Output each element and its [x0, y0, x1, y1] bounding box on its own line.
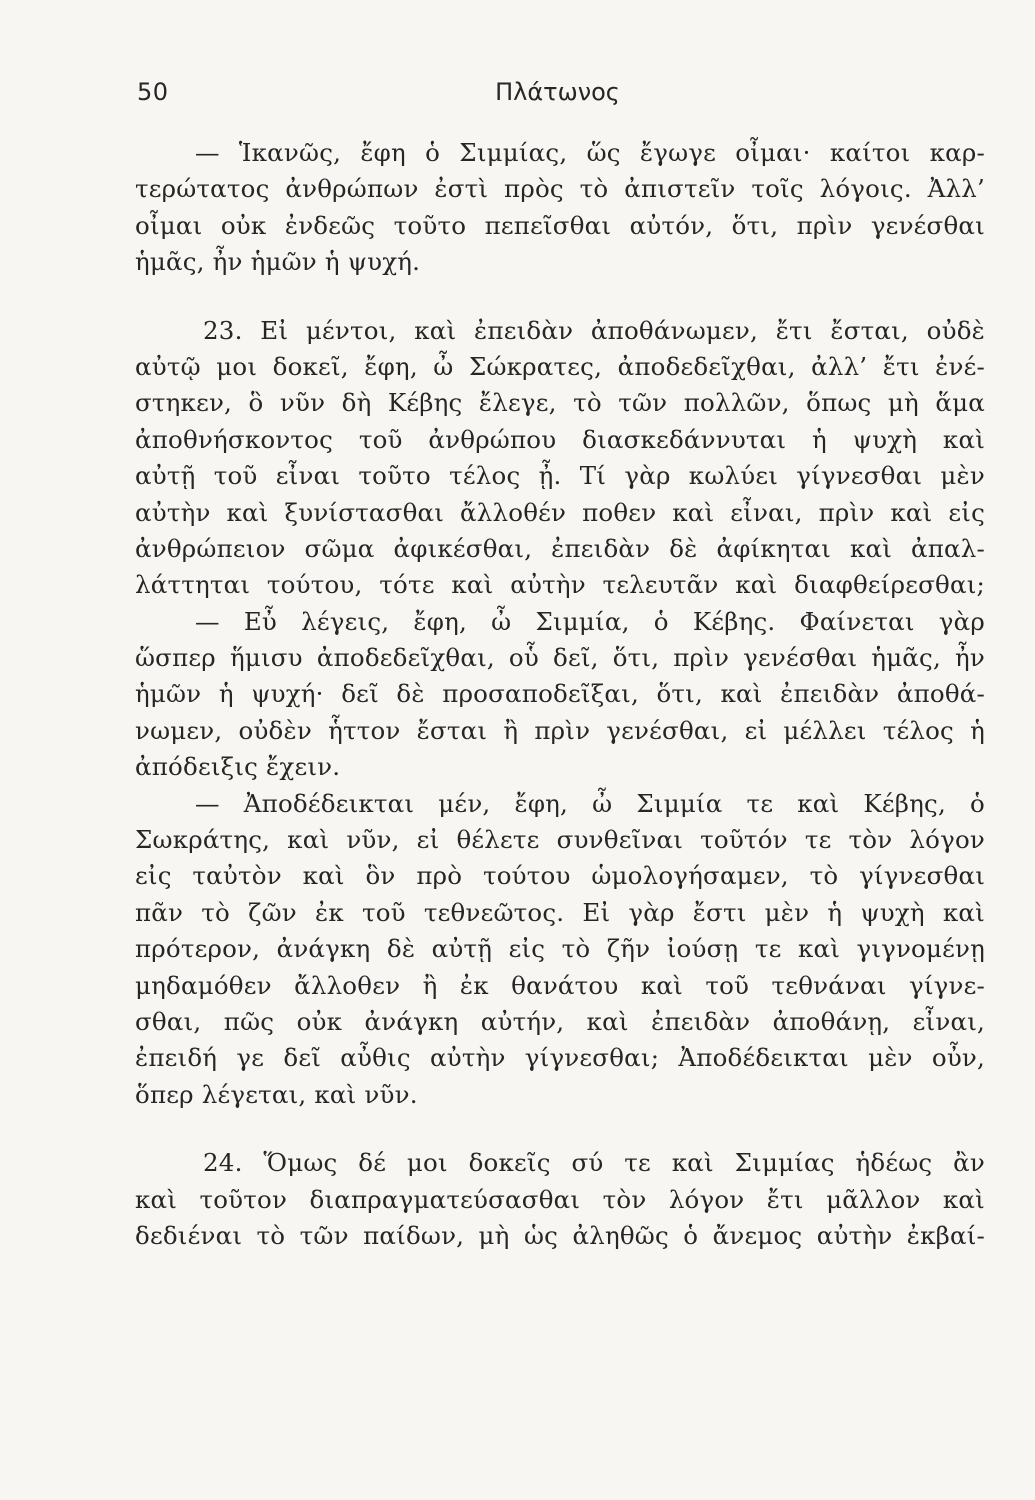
paragraph-spacer: [135, 281, 985, 313]
text-line: λάττηται τούτου, τότε καὶ αὐτὴν τελευτᾶν καὶ διαφθείρεσθαι;: [135, 570, 985, 600]
paragraph-4: [135, 786, 985, 1114]
text-line: δεδιέναι τὸ τῶν παίδων, μὴ ὡς ἀληθῶς ὁ ἄνεμος αὐτὴν ἐκβαί-: [135, 1220, 985, 1250]
text-line: καὶ τοῦτον διαπραγματεύσασθαι τὸν λόγον ἔτι μᾶλλον καὶ: [135, 1184, 985, 1214]
text-line: 24. Ὅμως δέ μοι δοκεῖς σύ τε καὶ Σιμμίας ἡδέως ἂν: [203, 1148, 985, 1178]
running-title: Πλάτωνος: [495, 78, 620, 106]
text-line: πᾶν τὸ ζῶν ἐκ τοῦ τεθνεῶτος. Εἰ γὰρ ἔστι μὲν ἡ ψυχὴ καὶ: [135, 897, 985, 927]
paragraph-1: [135, 135, 985, 281]
text-line: — Ἀποδέδεικται μέν, ἔφη, ὦ Σιμμία τε καὶ Κέβης, ὁ: [195, 788, 985, 818]
page-header: [135, 78, 980, 118]
text-line: ἀποθνήσκοντος τοῦ ἀνθρώπου διασκεδάννυται ἡ ψυχὴ καὶ: [135, 424, 985, 454]
paragraph-3: [135, 604, 985, 786]
text-line: νωμεν, οὐδὲν ἧττον ἔσται ἢ πρὶν γενέσθαι, εἰ μέλλει τέλος ἡ: [135, 715, 985, 745]
text-line: — Ἱκανῶς, ἔφη ὁ Σιμμίας, ὥς ἔγωγε οἶμαι· καίτοι καρ-: [195, 138, 985, 167]
text-line: μηδαμόθεν ἄλλοθεν ἢ ἐκ θανάτου καὶ τοῦ τεθνάναι γίγνε-: [135, 970, 985, 1000]
text-line: — Εὖ λέγεις, ἔφη, ὦ Σιμμία, ὁ Κέβης. Φαίνεται γὰρ: [195, 606, 985, 636]
text-line: 23. Εἰ μέντοι, καὶ ἐπειδὰν ἀποθάνωμεν, ἔτι ἔσται, οὐδὲ: [203, 315, 985, 345]
text-line: πρότερον, ἀνάγκη δὲ αὐτῇ εἰς τὸ ζῆν ἰούσῃ τε καὶ γιγνομένῃ: [135, 934, 985, 964]
text-line: σθαι, πῶς οὐκ ἀνάγκη αὐτήν, καὶ ἐπειδὰν ἀποθάνῃ, εἶναι,: [135, 1006, 985, 1036]
text-line: ἀνθρώπειον σῶμα ἀφικέσθαι, ἐπειδὰν δὲ ἀφίκηται καὶ ἀπαλ-: [135, 533, 985, 563]
text-line: αὐτὴν καὶ ξυνίστασθαι ἄλλοθέν ποθεν καὶ εἶναι, πρὶν καὶ εἰς: [135, 497, 985, 527]
text-line: Σωκράτης, καὶ νῦν, εἰ θέλετε συνθεῖναι τοῦτόν τε τὸν λόγον: [135, 825, 985, 855]
text-line: αὐτῇ τοῦ εἶναι τοῦτο τέλος ᾖ. Τί γὰρ κωλύει γίγνεσθαι μὲν: [135, 461, 985, 491]
text-line: ὅπερ λέγεται, καὶ νῦν.: [135, 1079, 418, 1109]
text-line: οἶμαι οὐκ ἐνδεῶς τοῦτο πεπεῖσθαι αὐτόν, ὅτι, πρὶν γενέσθαι: [135, 210, 985, 240]
paragraph-2: [135, 313, 985, 604]
text-line: εἰς ταὐτὸν καὶ ὃν πρὸ τούτου ὡμολογήσαμεν, τὸ γίγνεσθαι: [135, 861, 985, 891]
paragraph-5: [135, 1145, 985, 1254]
page-number: 50: [137, 78, 169, 106]
text-line: ἡμῶν ἡ ψυχή· δεῖ δὲ προσαποδεῖξαι, ὅτι, καὶ ἐπειδὰν ἀποθά-: [135, 679, 985, 709]
body-text: [135, 135, 985, 1254]
text-line: στηκεν, ὃ νῦν δὴ Κέβης ἔλεγε, τὸ τῶν πολλῶν, ὅπως μὴ ἅμα: [135, 388, 985, 418]
text-line: αὐτῷ μοι δοκεῖ, ἔφη, ὦ Σώκρατες, ἀποδεδεῖχθαι, ἀλλ’ ἔτι ἐνέ-: [135, 351, 985, 381]
text-line: ἡμᾶς, ἦν ἡμῶν ἡ ψυχή.: [135, 247, 421, 277]
text-line: ἐπειδή γε δεῖ αὖθις αὐτὴν γίγνεσθαι; Ἀποδέδεικται μὲν οὖν,: [135, 1043, 985, 1073]
paragraph-spacer: [135, 1113, 985, 1145]
text-line: τερώτατος ἀνθρώπων ἐστὶ πρὸς τὸ ἀπιστεῖν τοῖς λόγοις. Ἀλλ’: [135, 174, 985, 204]
text-line: ὥσπερ ἥμισυ ἀποδεδεῖχθαι, οὗ δεῖ, ὅτι, πρὶν γενέσθαι ἡμᾶς, ἦν: [135, 643, 985, 673]
text-line: ἀπόδειξις ἔχειν.: [135, 752, 341, 782]
